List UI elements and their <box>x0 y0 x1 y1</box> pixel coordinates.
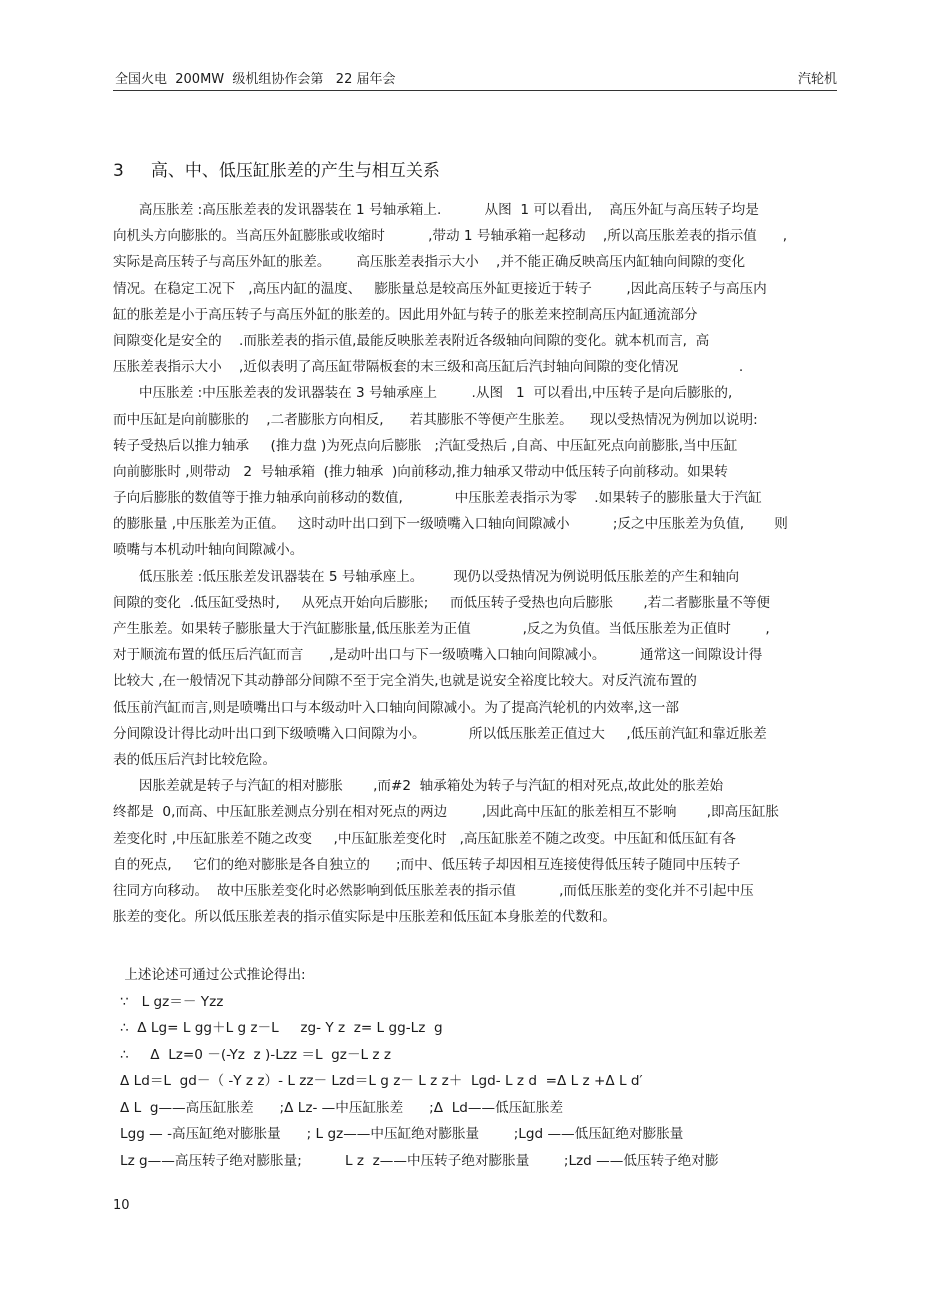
paragraph-line: 高压胀差 :高压胀差表的发讯器装在 1 号轴承箱上. 从图 1 可以看出, 高压外缸与高压转子均是 <box>113 202 759 218</box>
page-number: 10 <box>113 1198 130 1213</box>
body-text <box>113 197 848 930</box>
formula-block <box>120 962 840 1174</box>
paragraph-line: 胀差的变化。所以低压胀差表的指示值实际是中压胀差和低压缸本身胀差的代数和。 <box>113 909 616 926</box>
paragraph-line: 缸的胀差是小于高压转子与高压外缸的胀差的。因此用外缸与转子的胀差来控制高压内缸通流部分 <box>113 306 698 323</box>
formula-line: 上述论述可通过公式推论得出: <box>120 967 306 983</box>
section-title: 高、中、低压缸胀差的产生与相互关系 <box>150 161 440 181</box>
paragraph-line: 压胀差表指示大小 ,近似表明了高压缸带隔板套的末三级和高压缸后汽封轴向间隙的变化情况 . <box>113 359 744 376</box>
paragraph-line: 因胀差就是转子与汽缸的相对膨胀 ,而#2 轴承箱处为转子与汽缸的相对死点,故此处的胀差始 <box>113 778 724 795</box>
running-header-left: 全国火电 200MW 级机组协作会第 22 届年会 <box>115 72 396 87</box>
paragraph-line: 转子受热后以推力轴承 (推力盘 )为死点向后膨胀 ;汽缸受热后 ,自高、中压缸死点向前膨胀,当中压缸 <box>113 437 738 454</box>
section-number: 3 <box>113 161 124 181</box>
paragraph-line: 产生胀差。如果转子膨胀量大于汽缸膨胀量,低压胀差为正值 ,反之为负值。当低压胀差为正值时 , <box>113 621 770 637</box>
formula-line: ∴ Δ Lg= L gg＋L g z－L zg- Y z z= L gg-Lz g <box>120 1020 443 1036</box>
formula-line: Lz g——高压转子绝对膨胀量; L z z——中压转子绝对膨胀量 ;Lzd ——低压转子绝对膨 <box>120 1152 719 1169</box>
paragraph-line: 向前膨胀时 ,则带动 2 号轴承箱 (推力轴承 )向前移动,推力轴承又带动中低压转子向前移动。如果转 <box>113 463 728 480</box>
section-heading <box>113 156 440 181</box>
paragraph-line: 的膨胀量 ,中压胀差为正值。 这时动叶出口到下一级喷嘴入口轴向间隙减小 ;反之中压胀差为负值, 则 <box>113 516 788 533</box>
paragraph-line: 低压胀差 :低压胀差发讯器装在 5 号轴承座上。 现仍以受热情况为例说明低压胀差的产生和轴向 <box>113 568 740 585</box>
running-header-right: 汽轮机 <box>797 72 837 87</box>
paragraph-line: 中压胀差 :中压胀差表的发讯器装在 3 号轴承座上 .从图 1 可以看出,中压转子是向后膨胀的, <box>113 385 733 402</box>
paragraph-line: 向机头方向膨胀的。当高压外缸膨胀或收缩时 ,带动 1 号轴承箱一起移动 ,所以高压胀差表的指示值 , <box>113 228 788 245</box>
paragraph-line: 子向后膨胀的数值等于推力轴承向前移动的数值, 中压胀差表指示为零 .如果转子的膨胀量大于汽缸 <box>113 490 762 507</box>
paragraph-line: 情况。在稳定工况下 ,高压内缸的温度、 膨胀量总是较高压外缸更接近于转子 ,因此高压转子与高压内 <box>113 280 767 297</box>
paragraph-line: 终都是 0,而高、中压缸胀差测点分别在相对死点的两边 ,因此高中压缸的胀差相互不影响 ,即高压缸胀 <box>113 804 780 821</box>
paragraph-line: 而中压缸是向前膨胀的 ,二者膨胀方向相反, 若其膨胀不等便产生胀差。 现以受热情况为例加以说明: <box>113 411 758 428</box>
paragraph-line: 往同方向移动。 故中压胀差变化时必然影响到低压胀差表的指示值 ,而低压胀差的变化并不引起中压 <box>113 882 754 899</box>
paragraph-line: 间隙的变化 .低压缸受热时, 从死点开始向后膨胀; 而低压转子受热也向后膨胀 ,若二者膨胀量不等便 <box>113 594 770 611</box>
paragraph-line: 表的低压后汽封比较危险。 <box>113 751 277 768</box>
paragraph-line: 喷嘴与本机动叶轴向间隙减小。 <box>113 542 304 559</box>
header-divider <box>113 90 837 91</box>
formula-line: ∵ L gz＝－ Yzz <box>120 993 224 1010</box>
formula-line: Δ L g——高压缸胀差 ;Δ Lz- —中压缸胀差 ;Δ Ld——低压缸胀差 <box>120 1099 564 1116</box>
formula-line: Lgg — -高压缸绝对膨胀量 ; L gz——中压缸绝对膨胀量 ;Lgd ——低压缸绝对膨胀量 <box>120 1126 684 1142</box>
paragraph-line: 实际是高压转子与高压外缸的胀差。 高压胀差表指示大小 ,并不能正确反映高压内缸轴向间隙的变化 <box>113 254 746 271</box>
paragraph-line: 自的死点, 它们的绝对膨胀是各自独立的 ;而中、低压转子却因相互连接使得低压转子随同中压转子 <box>113 856 741 873</box>
formula-line: Δ Ld＝L gd－（ -Y z z）- L zz－ Lzd＝L g z－ L z z＋ Lgd- L z d =Δ L z +Δ L d′ <box>120 1073 643 1089</box>
paragraph-line: 差变化时 ,中压缸胀差不随之改变 ,中压缸胀差变化时 ,高压缸胀差不随之改变。中压缸和低压缸有各 <box>113 830 736 847</box>
paragraph-line: 对于顺流布置的低压后汽缸而言 ,是动叶出口与下一级喷嘴入口轴向间隙减小。 通常这一间隙设计得 <box>113 647 763 664</box>
paragraph-line: 间隙变化是安全的 .而胀差表的指示值,最能反映胀差表附近各级轴向间隙的变化。就本机而言, 高 <box>113 332 710 349</box>
formula-line: ∴ Δ Lz=0 －(-Yz z )-Lzz ＝L gz－L z z <box>120 1046 392 1063</box>
paragraph-line: 分间隙设计得比动叶出口到下级喷嘴入口间隙为小。 所以低压胀差正值过大 ,低压前汽缸和靠近胀差 <box>113 725 767 742</box>
paragraph-line: 低压前汽缸而言,则是喷嘴出口与本级动叶入口轴向间隙减小。为了提高汽轮机的内效率,这一部 <box>113 699 679 716</box>
paragraph-line: 比较大 ,在一般情况下其动静部分间隙不至于完全消失,也就是说安全裕度比较大。对反汽流布置的 <box>113 673 697 690</box>
